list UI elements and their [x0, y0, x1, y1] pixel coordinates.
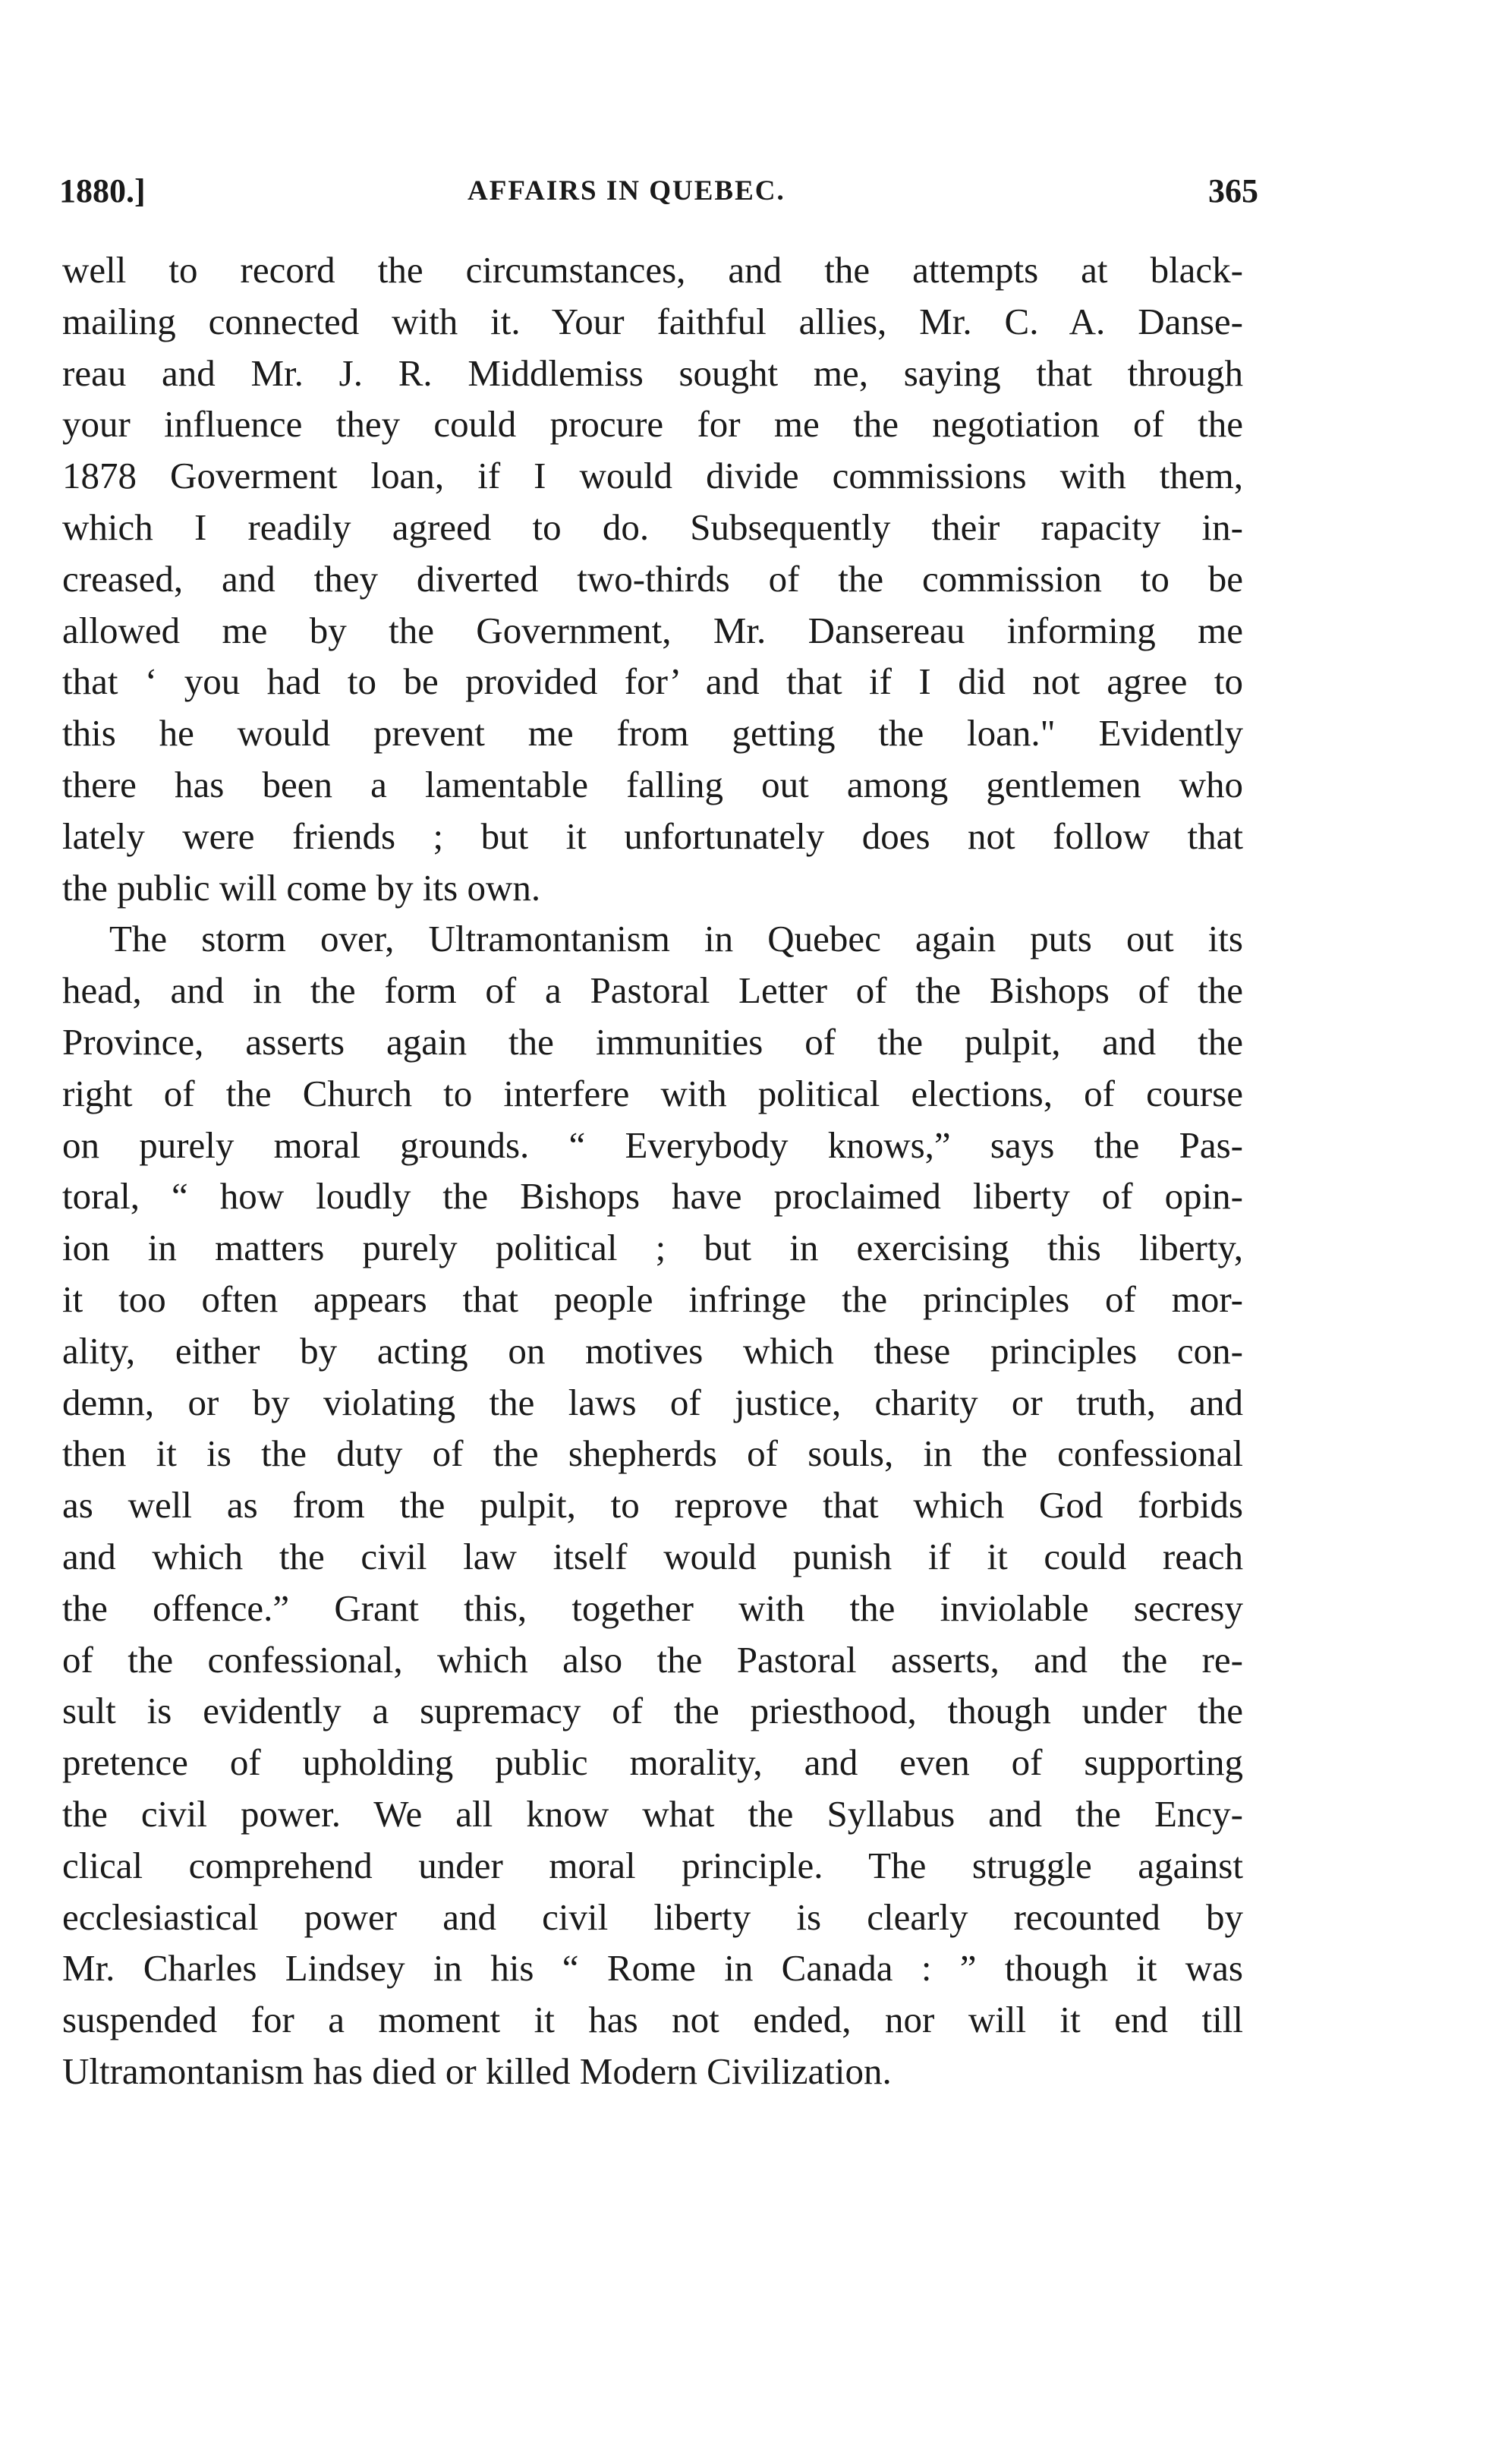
text-line: ecclesiastical power and civil liberty is clearly recounted by [62, 1895, 1243, 1938]
body-text [62, 244, 1243, 2097]
text-line: there has been a lamentable falling out among gentlemen who [62, 763, 1243, 805]
text-line: pretence of upholding public morality, and even of supporting [62, 1741, 1243, 1784]
text-line: ion in matters purely political ; but in exercising this liberty, [62, 1227, 1243, 1269]
text-line: your influence they could procure for me the negotiation of the [62, 403, 1243, 446]
text-line: it too often appears that people infringe the principles of mor- [62, 1278, 1243, 1320]
text-line: which I readily agreed to do. Subsequently their rapacity in- [62, 506, 1243, 548]
paragraph-1 [62, 244, 1243, 913]
text-line: mailing connected with it. Your faithful allies, Mr. C. A. Danse- [62, 300, 1243, 342]
text-line: The storm over, Ultramontanism in Quebec again puts out its [109, 918, 1243, 960]
text-line: sult is evidently a supremacy of the priesthood, though under the [62, 1690, 1243, 1732]
running-header [59, 169, 1258, 214]
paragraph-2 [62, 913, 1243, 2097]
text-line: and which the civil law itself would punish if it could reach [62, 1535, 1243, 1577]
text-line: the public will come by its own. [62, 866, 541, 909]
text-line: Mr. Charles Lindsey in his “ Rome in Canada : ” though it was [62, 1947, 1243, 1990]
header-year: 1880.] [59, 172, 146, 210]
text-line: on purely moral grounds. “ Everybody knows,” says the Pas- [62, 1123, 1243, 1166]
header-title: AFFAIRS IN QUEBEC. [468, 175, 785, 206]
text-line: right of the Church to interfere with political elections, of course [62, 1072, 1243, 1114]
text-line: reau and Mr. J. R. Middlemiss sought me, saying that through [62, 351, 1243, 394]
page-number: 365 [1208, 172, 1258, 210]
text-line: demn, or by violating the laws of justice, charity or truth, and [62, 1381, 1243, 1423]
text-line: 1878 Goverment loan, if I would divide commissions with them, [62, 455, 1243, 497]
text-line: then it is the duty of the shepherds of souls, in the confessional [62, 1432, 1243, 1475]
text-line: that ‘ you had to be provided for’ and that if I did not agree to [62, 660, 1243, 703]
text-line: clical comprehend under moral principle. The struggle against [62, 1844, 1243, 1886]
text-line: suspended for a moment it has not ended, nor will it end till [62, 1999, 1243, 2041]
text-line: Ultramontanism has died or killed Modern Civilization. [62, 2050, 892, 2092]
text-line: well to record the circumstances, and the attempts at black- [62, 249, 1243, 291]
text-line: as well as from the pulpit, to reprove that which God forbids [62, 1484, 1243, 1527]
text-line: creased, and they diverted two-thirds of the commission to be [62, 557, 1243, 600]
text-line: ality, either by acting on motives which these principles con- [62, 1329, 1243, 1372]
text-line: lately were friends ; but it unfortunately does not follow that [62, 815, 1243, 857]
text-line: of the confessional, which also the Pastoral asserts, and the re- [62, 1638, 1243, 1681]
text-line: this he would prevent me from getting the loan." Evidently [62, 712, 1243, 755]
text-line: allowed me by the Government, Mr. Dansereau informing me [62, 609, 1243, 651]
text-line: Province, asserts again the immunities of the pulpit, and the [62, 1020, 1243, 1063]
text-line: toral, “ how loudly the Bishops have proclaimed liberty of opin- [62, 1175, 1243, 1218]
text-line: the offence.” Grant this, together with the inviolable secresy [62, 1586, 1243, 1629]
text-line: head, and in the form of a Pastoral Letter of the Bishops of the [62, 969, 1243, 1012]
text-line: the civil power. We all know what the Syllabus and the Ency- [62, 1792, 1243, 1835]
